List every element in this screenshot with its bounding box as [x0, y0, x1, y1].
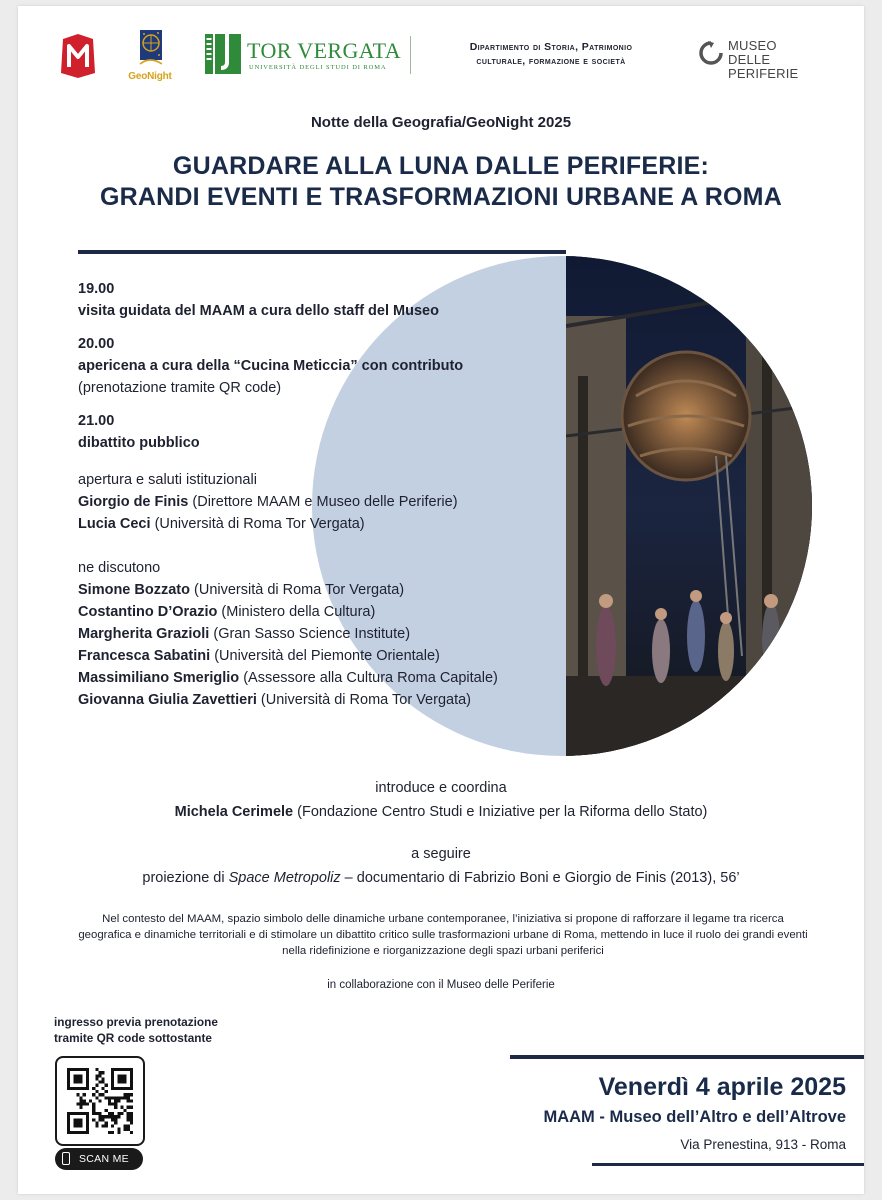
speaker-role: (Ministero della Cultura) — [221, 604, 376, 620]
speaker-role: (Università di Roma Tor Vergata) — [154, 516, 365, 532]
speaker-entry — [78, 623, 578, 645]
page-title: GUARDARE ALLA LUNA DALLE PERIFERIE: GRANDI EVENTI E TRASFORMAZIONI URBANE A ROMA — [100, 152, 782, 211]
qr-code-icon — [67, 1068, 133, 1134]
logo-divider — [410, 36, 411, 74]
speaker-role: (Gran Sasso Science Institute) — [213, 626, 411, 642]
speaker-entry — [78, 667, 578, 689]
speaker-name: Giorgio de Finis — [78, 494, 189, 510]
film-title: Space Metropoliz — [228, 870, 341, 886]
program-time: 19.00 — [78, 281, 115, 297]
phone-icon — [62, 1152, 70, 1165]
program-activity: visita guidata del MAAM a cura dello staff del Museo — [78, 303, 439, 319]
event-description: Nel contesto del MAAM, spazio simbolo delle dinamiche urbane contemporanee, l’iniziativa si propone di rafforzare il legame tra ricerca geografica e dinamiche territoriali e di stimolare un dibattito critico sulle trasformazioni urbane di Roma, mettendo in luce il ruolo dei grandi eventi nella ridefinizione e riorganizzazione degli spazi urbani periferici — [78, 913, 808, 957]
speaker-role: (Università di Roma Tor Vergata) — [194, 582, 405, 598]
event-address: Via Prenestina, 913 - Roma — [680, 1137, 846, 1152]
department-name: Dipartimento di Storia, Patrimonio culturale, formazione e società — [469, 41, 633, 67]
event-date: Venerdì 4 aprile 2025 — [598, 1073, 846, 1101]
speaker-name: Francesca Sabatini — [78, 648, 211, 664]
event-series-title: Notte della Geografia/GeoNight 2025 — [310, 114, 572, 131]
date-rule — [510, 1055, 864, 1059]
program-activity: apericena a cura della “Cucina Meticcia” con contributo — [78, 358, 464, 374]
program-activity: dibattito pubblico — [78, 435, 200, 451]
geonight-globe-icon — [122, 28, 178, 72]
speaker-role: (Assessore alla Cultura Roma Capitale) — [243, 670, 498, 686]
museo-periferie-logo — [698, 36, 828, 81]
tor-vergata-emblem-icon — [205, 32, 241, 76]
address-rule — [592, 1163, 864, 1166]
speaker-entry — [78, 491, 578, 513]
geonight-logo — [122, 28, 178, 88]
booking-instructions: ingresso previa prenotazione tramite QR code sottostante — [54, 1015, 218, 1045]
moderator-role: (Fondazione Centro Studi e Iniziative per la Riforma dello Stato) — [297, 804, 708, 820]
speaker-name: Simone Bozzato — [78, 582, 190, 598]
moon-installation-photo — [566, 256, 812, 756]
speaker-name: Giovanna Giulia Zavettieri — [78, 692, 257, 708]
speaker-name: Lucia Ceci — [78, 516, 151, 532]
tor-vergata-name: TOR VERGATA — [247, 38, 402, 63]
poster — [18, 6, 864, 1194]
opening-label: apertura e saluti istituzionali — [78, 472, 257, 488]
museo-periferie-wordmark: MUSEO DELLE PERIFERIE — [728, 38, 799, 81]
speaker-role: (Direttore MAAM e Museo delle Periferie) — [192, 494, 458, 510]
header-rule — [78, 250, 566, 254]
scan-me-label: SCAN ME — [79, 1153, 129, 1165]
moderator-name: Michela Cerimele — [174, 804, 294, 820]
speaker-name: Massimiliano Smeriglio — [78, 670, 240, 686]
event-venue: MAAM - Museo dell’Altro e dell’Altrove — [543, 1108, 846, 1126]
speaker-name: Costantino D’Orazio — [78, 604, 218, 620]
screening-entry: proiezione di Space Metropoliz – documentario di Fabrizio Boni e Giorgio de Finis (2013), 56’ — [142, 870, 740, 886]
discussants-label: ne discutono — [78, 560, 161, 576]
speaker-entry — [78, 579, 578, 601]
speaker-entry — [78, 601, 578, 623]
tor-vergata-subtitle: UNIVERSITÀ DEGLI STUDI DI ROMA — [249, 64, 387, 71]
moderator-entry — [18, 804, 864, 820]
speaker-entry — [78, 513, 578, 535]
speaker-role: (Università del Piemonte Orientale) — [214, 648, 440, 664]
collaboration-note: in collaborazione con il Museo delle Periferie — [327, 979, 555, 991]
geonight-wordmark: GeoNight — [128, 71, 172, 82]
booking-qr-code[interactable] — [55, 1056, 145, 1146]
tor-vergata-logo — [205, 32, 402, 80]
speaker-role: (Università di Roma Tor Vergata) — [260, 692, 471, 708]
program-note: (prenotazione tramite QR code) — [78, 380, 282, 396]
moderation-label: introduce e coordina — [375, 780, 507, 796]
screening-label: a seguire — [411, 846, 471, 862]
speaker-entry — [78, 689, 578, 711]
museo-periferie-icon — [698, 38, 724, 70]
maam-logo — [59, 33, 97, 79]
program-time: 21.00 — [78, 413, 115, 429]
scan-me-badge[interactable] — [55, 1148, 143, 1170]
speaker-entry — [78, 645, 578, 667]
program-time: 20.00 — [78, 336, 115, 352]
program-schedule — [78, 278, 578, 711]
speaker-name: Margherita Grazioli — [78, 626, 210, 642]
